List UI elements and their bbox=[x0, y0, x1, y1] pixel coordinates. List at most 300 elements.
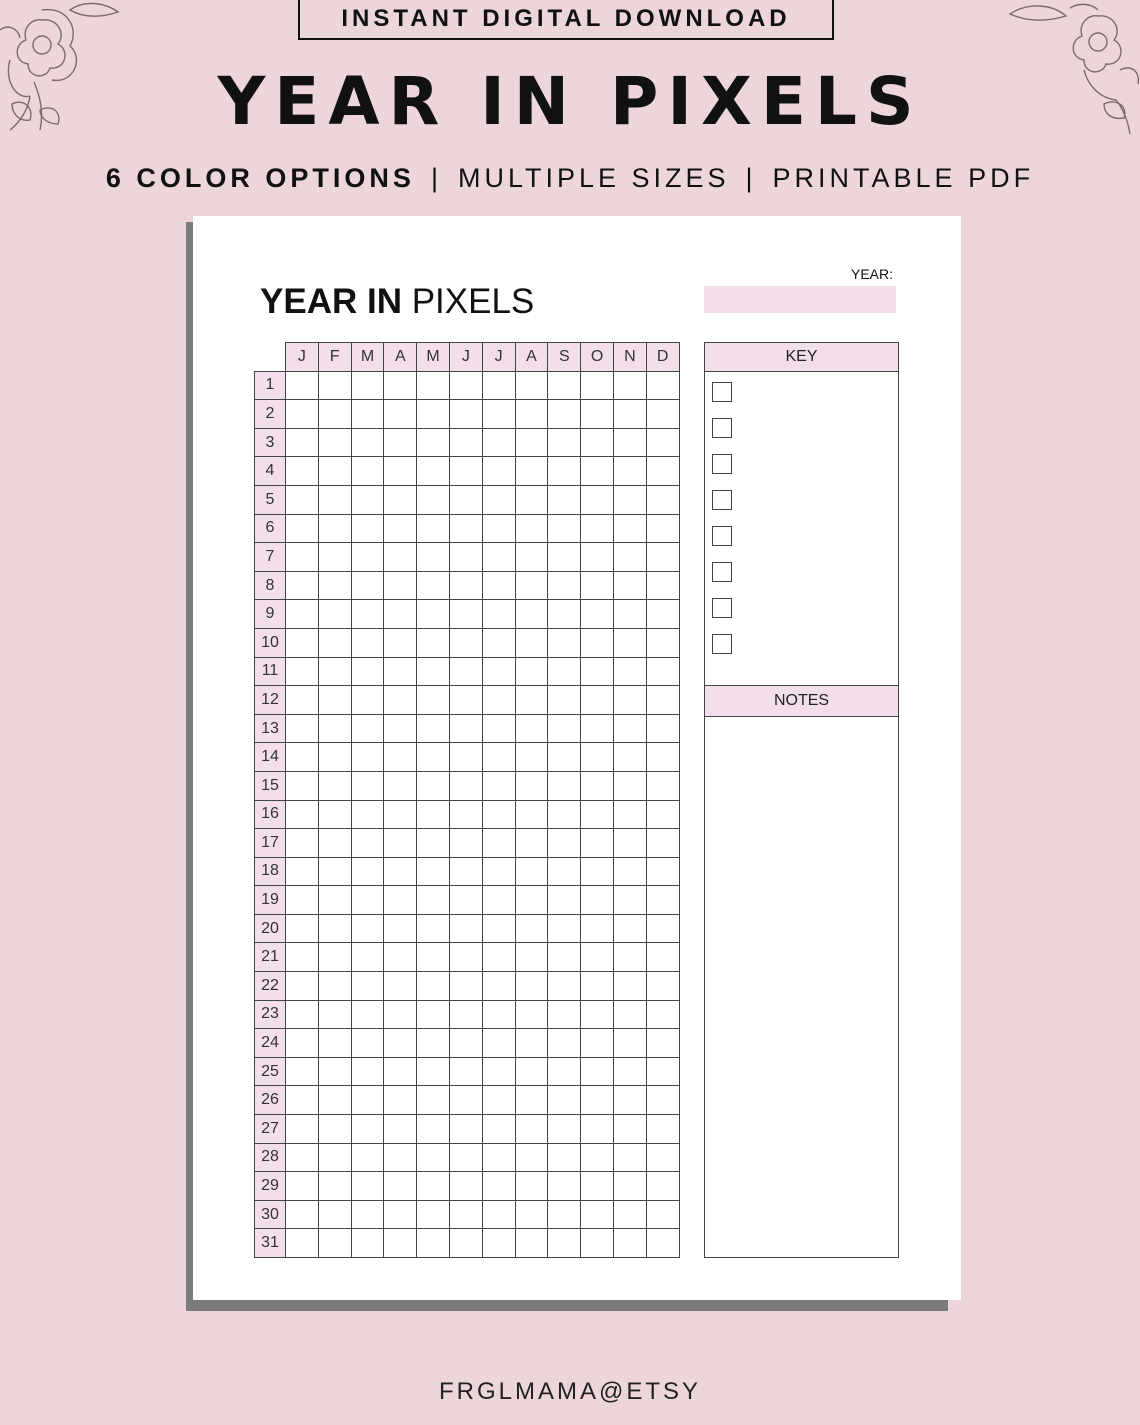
pixel-cell[interactable] bbox=[482, 428, 515, 457]
pixel-cell[interactable] bbox=[548, 743, 581, 772]
pixel-cell[interactable] bbox=[482, 400, 515, 429]
pixel-cell[interactable] bbox=[384, 943, 417, 972]
pixel-cell[interactable] bbox=[449, 943, 482, 972]
pixel-cell[interactable] bbox=[581, 771, 614, 800]
pixel-cell[interactable] bbox=[286, 886, 319, 915]
pixel-cell[interactable] bbox=[384, 600, 417, 629]
pixel-cell[interactable] bbox=[646, 1200, 679, 1229]
pixel-cell[interactable] bbox=[515, 1000, 548, 1029]
pixel-cell[interactable] bbox=[384, 886, 417, 915]
pixel-cell[interactable] bbox=[286, 1086, 319, 1115]
pixel-cell[interactable] bbox=[417, 1229, 450, 1258]
pixel-cell[interactable] bbox=[548, 829, 581, 858]
pixel-cell[interactable] bbox=[482, 914, 515, 943]
pixel-cell[interactable] bbox=[613, 485, 646, 514]
pixel-cell[interactable] bbox=[515, 1086, 548, 1115]
pixel-cell[interactable] bbox=[417, 886, 450, 915]
pixel-cell[interactable] bbox=[351, 714, 384, 743]
pixel-cell[interactable] bbox=[318, 743, 351, 772]
pixel-cell[interactable] bbox=[613, 943, 646, 972]
pixel-cell[interactable] bbox=[581, 543, 614, 572]
pixel-cell[interactable] bbox=[384, 457, 417, 486]
pixel-cell[interactable] bbox=[482, 657, 515, 686]
pixel-cell[interactable] bbox=[581, 371, 614, 400]
pixel-cell[interactable] bbox=[482, 1057, 515, 1086]
pixel-cell[interactable] bbox=[351, 914, 384, 943]
pixel-cell[interactable] bbox=[286, 571, 319, 600]
pixel-cell[interactable] bbox=[417, 800, 450, 829]
pixel-cell[interactable] bbox=[318, 1086, 351, 1115]
key-checkbox[interactable] bbox=[712, 382, 732, 402]
pixel-cell[interactable] bbox=[515, 829, 548, 858]
pixel-cell[interactable] bbox=[581, 400, 614, 429]
pixel-cell[interactable] bbox=[646, 972, 679, 1001]
pixel-cell[interactable] bbox=[482, 771, 515, 800]
pixel-cell[interactable] bbox=[581, 657, 614, 686]
pixel-cell[interactable] bbox=[548, 428, 581, 457]
pixel-cell[interactable] bbox=[417, 457, 450, 486]
pixel-cell[interactable] bbox=[482, 1143, 515, 1172]
pixel-cell[interactable] bbox=[384, 400, 417, 429]
pixel-cell[interactable] bbox=[581, 1057, 614, 1086]
pixel-cell[interactable] bbox=[286, 1229, 319, 1258]
pixel-cell[interactable] bbox=[646, 743, 679, 772]
pixel-cell[interactable] bbox=[449, 400, 482, 429]
pixel-cell[interactable] bbox=[286, 657, 319, 686]
pixel-cell[interactable] bbox=[482, 485, 515, 514]
key-checkbox[interactable] bbox=[712, 490, 732, 510]
pixel-cell[interactable] bbox=[384, 1172, 417, 1201]
pixel-cell[interactable] bbox=[646, 1086, 679, 1115]
pixel-cell[interactable] bbox=[548, 1200, 581, 1229]
pixel-cell[interactable] bbox=[515, 428, 548, 457]
pixel-cell[interactable] bbox=[449, 485, 482, 514]
pixel-cell[interactable] bbox=[351, 1115, 384, 1144]
pixel-cell[interactable] bbox=[286, 943, 319, 972]
pixel-cell[interactable] bbox=[318, 800, 351, 829]
pixel-cell[interactable] bbox=[482, 514, 515, 543]
pixel-cell[interactable] bbox=[318, 771, 351, 800]
pixel-cell[interactable] bbox=[548, 600, 581, 629]
key-checkbox[interactable] bbox=[712, 634, 732, 654]
pixel-cell[interactable] bbox=[482, 886, 515, 915]
pixel-cell[interactable] bbox=[318, 514, 351, 543]
pixel-cell[interactable] bbox=[286, 1000, 319, 1029]
pixel-cell[interactable] bbox=[417, 400, 450, 429]
pixel-cell[interactable] bbox=[318, 886, 351, 915]
pixel-cell[interactable] bbox=[286, 1029, 319, 1058]
pixel-cell[interactable] bbox=[286, 485, 319, 514]
pixel-cell[interactable] bbox=[548, 628, 581, 657]
pixel-cell[interactable] bbox=[613, 400, 646, 429]
key-checkbox[interactable] bbox=[712, 526, 732, 546]
pixel-cell[interactable] bbox=[482, 1172, 515, 1201]
pixel-cell[interactable] bbox=[286, 800, 319, 829]
pixel-cell[interactable] bbox=[482, 600, 515, 629]
pixel-cell[interactable] bbox=[286, 1115, 319, 1144]
pixel-cell[interactable] bbox=[449, 857, 482, 886]
pixel-cell[interactable] bbox=[613, 1172, 646, 1201]
pixel-cell[interactable] bbox=[548, 1000, 581, 1029]
pixel-cell[interactable] bbox=[646, 1229, 679, 1258]
pixel-cell[interactable] bbox=[646, 571, 679, 600]
pixel-cell[interactable] bbox=[318, 1057, 351, 1086]
pixel-cell[interactable] bbox=[581, 1115, 614, 1144]
pixel-cell[interactable] bbox=[515, 1029, 548, 1058]
pixel-cell[interactable] bbox=[286, 1143, 319, 1172]
pixel-cell[interactable] bbox=[482, 743, 515, 772]
pixel-cell[interactable] bbox=[384, 857, 417, 886]
pixel-cell[interactable] bbox=[646, 600, 679, 629]
pixel-cell[interactable] bbox=[515, 943, 548, 972]
pixel-cell[interactable] bbox=[318, 1172, 351, 1201]
pixel-cell[interactable] bbox=[318, 1000, 351, 1029]
pixel-cell[interactable] bbox=[384, 371, 417, 400]
pixel-cell[interactable] bbox=[417, 771, 450, 800]
pixel-cell[interactable] bbox=[449, 714, 482, 743]
pixel-cell[interactable] bbox=[581, 514, 614, 543]
pixel-cell[interactable] bbox=[581, 943, 614, 972]
pixel-cell[interactable] bbox=[384, 800, 417, 829]
pixel-cell[interactable] bbox=[548, 1172, 581, 1201]
pixel-cell[interactable] bbox=[384, 571, 417, 600]
pixel-cell[interactable] bbox=[417, 714, 450, 743]
pixel-cell[interactable] bbox=[417, 1000, 450, 1029]
pixel-cell[interactable] bbox=[548, 485, 581, 514]
pixel-cell[interactable] bbox=[548, 1029, 581, 1058]
pixel-cell[interactable] bbox=[613, 1000, 646, 1029]
pixel-cell[interactable] bbox=[286, 972, 319, 1001]
pixel-cell[interactable] bbox=[482, 829, 515, 858]
pixel-cell[interactable] bbox=[318, 400, 351, 429]
pixel-cell[interactable] bbox=[581, 800, 614, 829]
pixel-cell[interactable] bbox=[646, 1000, 679, 1029]
pixel-cell[interactable] bbox=[646, 857, 679, 886]
pixel-cell[interactable] bbox=[581, 1086, 614, 1115]
pixel-cell[interactable] bbox=[286, 628, 319, 657]
pixel-cell[interactable] bbox=[548, 771, 581, 800]
pixel-cell[interactable] bbox=[515, 743, 548, 772]
pixel-cell[interactable] bbox=[581, 428, 614, 457]
pixel-cell[interactable] bbox=[449, 1057, 482, 1086]
pixel-cell[interactable] bbox=[548, 457, 581, 486]
pixel-cell[interactable] bbox=[318, 686, 351, 715]
pixel-cell[interactable] bbox=[286, 543, 319, 572]
pixel-cell[interactable] bbox=[482, 571, 515, 600]
pixel-cell[interactable] bbox=[515, 1143, 548, 1172]
pixel-cell[interactable] bbox=[384, 628, 417, 657]
pixel-cell[interactable] bbox=[417, 1029, 450, 1058]
pixel-cell[interactable] bbox=[417, 600, 450, 629]
pixel-cell[interactable] bbox=[449, 972, 482, 1001]
pixel-cell[interactable] bbox=[286, 400, 319, 429]
pixel-cell[interactable] bbox=[613, 1086, 646, 1115]
pixel-cell[interactable] bbox=[318, 714, 351, 743]
pixel-cell[interactable] bbox=[417, 972, 450, 1001]
pixel-cell[interactable] bbox=[515, 771, 548, 800]
pixel-cell[interactable] bbox=[417, 1057, 450, 1086]
pixel-cell[interactable] bbox=[482, 1086, 515, 1115]
pixel-cell[interactable] bbox=[581, 829, 614, 858]
pixel-cell[interactable] bbox=[449, 628, 482, 657]
pixel-cell[interactable] bbox=[646, 371, 679, 400]
pixel-cell[interactable] bbox=[318, 657, 351, 686]
pixel-cell[interactable] bbox=[548, 943, 581, 972]
pixel-cell[interactable] bbox=[646, 514, 679, 543]
pixel-cell[interactable] bbox=[318, 943, 351, 972]
pixel-cell[interactable] bbox=[351, 686, 384, 715]
pixel-cell[interactable] bbox=[581, 886, 614, 915]
pixel-cell[interactable] bbox=[646, 400, 679, 429]
pixel-cell[interactable] bbox=[581, 1172, 614, 1201]
pixel-cell[interactable] bbox=[548, 800, 581, 829]
pixel-cell[interactable] bbox=[351, 628, 384, 657]
pixel-cell[interactable] bbox=[449, 1000, 482, 1029]
pixel-cell[interactable] bbox=[449, 1229, 482, 1258]
pixel-cell[interactable] bbox=[646, 829, 679, 858]
pixel-cell[interactable] bbox=[613, 457, 646, 486]
pixel-cell[interactable] bbox=[613, 914, 646, 943]
pixel-cell[interactable] bbox=[449, 428, 482, 457]
pixel-cell[interactable] bbox=[384, 1143, 417, 1172]
pixel-cell[interactable] bbox=[613, 771, 646, 800]
pixel-cell[interactable] bbox=[646, 628, 679, 657]
pixel-cell[interactable] bbox=[482, 972, 515, 1001]
pixel-cell[interactable] bbox=[318, 428, 351, 457]
pixel-cell[interactable] bbox=[417, 914, 450, 943]
pixel-cell[interactable] bbox=[482, 1200, 515, 1229]
pixel-cell[interactable] bbox=[351, 1029, 384, 1058]
pixel-cell[interactable] bbox=[548, 514, 581, 543]
pixel-cell[interactable] bbox=[646, 1172, 679, 1201]
pixel-cell[interactable] bbox=[417, 428, 450, 457]
pixel-cell[interactable] bbox=[581, 485, 614, 514]
pixel-cell[interactable] bbox=[286, 714, 319, 743]
pixel-cell[interactable] bbox=[417, 628, 450, 657]
pixel-cell[interactable] bbox=[318, 571, 351, 600]
pixel-cell[interactable] bbox=[286, 829, 319, 858]
pixel-cell[interactable] bbox=[515, 514, 548, 543]
pixel-cell[interactable] bbox=[613, 543, 646, 572]
pixel-cell[interactable] bbox=[351, 600, 384, 629]
pixel-cell[interactable] bbox=[515, 914, 548, 943]
pixel-cell[interactable] bbox=[646, 886, 679, 915]
pixel-cell[interactable] bbox=[417, 543, 450, 572]
pixel-cell[interactable] bbox=[351, 657, 384, 686]
pixel-cell[interactable] bbox=[384, 514, 417, 543]
pixel-cell[interactable] bbox=[548, 714, 581, 743]
pixel-cell[interactable] bbox=[613, 571, 646, 600]
pixel-cell[interactable] bbox=[482, 800, 515, 829]
pixel-cell[interactable] bbox=[286, 457, 319, 486]
pixel-cell[interactable] bbox=[351, 771, 384, 800]
pixel-cell[interactable] bbox=[286, 743, 319, 772]
pixel-cell[interactable] bbox=[613, 1229, 646, 1258]
pixel-cell[interactable] bbox=[548, 400, 581, 429]
pixel-cell[interactable] bbox=[384, 972, 417, 1001]
pixel-cell[interactable] bbox=[417, 485, 450, 514]
pixel-cell[interactable] bbox=[581, 1143, 614, 1172]
pixel-cell[interactable] bbox=[318, 829, 351, 858]
pixel-cell[interactable] bbox=[351, 972, 384, 1001]
pixel-cell[interactable] bbox=[318, 457, 351, 486]
pixel-cell[interactable] bbox=[515, 657, 548, 686]
pixel-cell[interactable] bbox=[449, 543, 482, 572]
pixel-cell[interactable] bbox=[417, 829, 450, 858]
pixel-cell[interactable] bbox=[548, 657, 581, 686]
pixel-cell[interactable] bbox=[286, 857, 319, 886]
pixel-cell[interactable] bbox=[417, 1086, 450, 1115]
pixel-cell[interactable] bbox=[286, 600, 319, 629]
pixel-cell[interactable] bbox=[613, 800, 646, 829]
pixel-cell[interactable] bbox=[613, 829, 646, 858]
pixel-cell[interactable] bbox=[286, 514, 319, 543]
pixel-cell[interactable] bbox=[613, 1029, 646, 1058]
pixel-cell[interactable] bbox=[515, 628, 548, 657]
pixel-cell[interactable] bbox=[351, 457, 384, 486]
pixel-cell[interactable] bbox=[548, 1143, 581, 1172]
pixel-cell[interactable] bbox=[548, 571, 581, 600]
pixel-cell[interactable] bbox=[581, 1000, 614, 1029]
pixel-cell[interactable] bbox=[351, 485, 384, 514]
pixel-cell[interactable] bbox=[646, 771, 679, 800]
pixel-cell[interactable] bbox=[449, 686, 482, 715]
pixel-cell[interactable] bbox=[449, 1029, 482, 1058]
pixel-cell[interactable] bbox=[318, 485, 351, 514]
pixel-cell[interactable] bbox=[384, 1229, 417, 1258]
pixel-cell[interactable] bbox=[581, 743, 614, 772]
pixel-cell[interactable] bbox=[548, 857, 581, 886]
pixel-cell[interactable] bbox=[646, 800, 679, 829]
pixel-cell[interactable] bbox=[286, 771, 319, 800]
pixel-cell[interactable] bbox=[482, 714, 515, 743]
pixel-cell[interactable] bbox=[417, 1115, 450, 1144]
pixel-cell[interactable] bbox=[515, 571, 548, 600]
pixel-cell[interactable] bbox=[351, 857, 384, 886]
pixel-cell[interactable] bbox=[548, 371, 581, 400]
pixel-cell[interactable] bbox=[613, 600, 646, 629]
pixel-cell[interactable] bbox=[581, 686, 614, 715]
pixel-cell[interactable] bbox=[384, 1029, 417, 1058]
pixel-cell[interactable] bbox=[318, 857, 351, 886]
pixel-cell[interactable] bbox=[449, 1086, 482, 1115]
pixel-cell[interactable] bbox=[318, 1200, 351, 1229]
pixel-cell[interactable] bbox=[613, 972, 646, 1001]
pixel-cell[interactable] bbox=[581, 972, 614, 1001]
pixel-cell[interactable] bbox=[548, 1115, 581, 1144]
pixel-cell[interactable] bbox=[449, 743, 482, 772]
pixel-cell[interactable] bbox=[548, 1086, 581, 1115]
pixel-cell[interactable] bbox=[351, 571, 384, 600]
pixel-cell[interactable] bbox=[548, 886, 581, 915]
pixel-cell[interactable] bbox=[351, 743, 384, 772]
pixel-cell[interactable] bbox=[646, 457, 679, 486]
pixel-cell[interactable] bbox=[384, 1057, 417, 1086]
pixel-cell[interactable] bbox=[286, 1057, 319, 1086]
pixel-cell[interactable] bbox=[482, 1115, 515, 1144]
pixel-cell[interactable] bbox=[286, 686, 319, 715]
pixel-cell[interactable] bbox=[449, 600, 482, 629]
pixel-cell[interactable] bbox=[286, 1172, 319, 1201]
pixel-cell[interactable] bbox=[351, 371, 384, 400]
pixel-cell[interactable] bbox=[384, 1000, 417, 1029]
pixel-cell[interactable] bbox=[286, 428, 319, 457]
pixel-cell[interactable] bbox=[548, 686, 581, 715]
pixel-cell[interactable] bbox=[417, 1200, 450, 1229]
pixel-cell[interactable] bbox=[417, 943, 450, 972]
pixel-cell[interactable] bbox=[384, 1086, 417, 1115]
pixel-cell[interactable] bbox=[482, 1000, 515, 1029]
pixel-cell[interactable] bbox=[318, 628, 351, 657]
pixel-cell[interactable] bbox=[613, 657, 646, 686]
pixel-cell[interactable] bbox=[613, 371, 646, 400]
pixel-cell[interactable] bbox=[482, 943, 515, 972]
pixel-cell[interactable] bbox=[581, 1229, 614, 1258]
pixel-cell[interactable] bbox=[515, 857, 548, 886]
pixel-cell[interactable] bbox=[417, 371, 450, 400]
pixel-cell[interactable] bbox=[515, 400, 548, 429]
pixel-cell[interactable] bbox=[286, 371, 319, 400]
pixel-cell[interactable] bbox=[482, 1229, 515, 1258]
pixel-cell[interactable] bbox=[318, 600, 351, 629]
pixel-cell[interactable] bbox=[581, 628, 614, 657]
pixel-cell[interactable] bbox=[613, 1057, 646, 1086]
pixel-cell[interactable] bbox=[515, 886, 548, 915]
pixel-cell[interactable] bbox=[613, 514, 646, 543]
pixel-cell[interactable] bbox=[318, 1143, 351, 1172]
pixel-cell[interactable] bbox=[449, 1115, 482, 1144]
pixel-cell[interactable] bbox=[581, 857, 614, 886]
pixel-cell[interactable] bbox=[515, 1172, 548, 1201]
pixel-cell[interactable] bbox=[351, 1229, 384, 1258]
pixel-cell[interactable] bbox=[351, 428, 384, 457]
pixel-cell[interactable] bbox=[417, 657, 450, 686]
pixel-cell[interactable] bbox=[515, 686, 548, 715]
pixel-cell[interactable] bbox=[581, 1029, 614, 1058]
pixel-cell[interactable] bbox=[515, 1200, 548, 1229]
pixel-cell[interactable] bbox=[351, 943, 384, 972]
pixel-cell[interactable] bbox=[384, 914, 417, 943]
pixel-cell[interactable] bbox=[613, 1115, 646, 1144]
pixel-cell[interactable] bbox=[318, 543, 351, 572]
pixel-cell[interactable] bbox=[646, 1029, 679, 1058]
pixel-cell[interactable] bbox=[351, 1000, 384, 1029]
pixel-cell[interactable] bbox=[449, 771, 482, 800]
pixel-cell[interactable] bbox=[417, 686, 450, 715]
pixel-cell[interactable] bbox=[613, 857, 646, 886]
pixel-cell[interactable] bbox=[515, 371, 548, 400]
pixel-cell[interactable] bbox=[482, 628, 515, 657]
pixel-cell[interactable] bbox=[384, 1200, 417, 1229]
pixel-cell[interactable] bbox=[581, 714, 614, 743]
pixel-cell[interactable] bbox=[613, 686, 646, 715]
pixel-cell[interactable] bbox=[449, 514, 482, 543]
pixel-cell[interactable] bbox=[581, 914, 614, 943]
pixel-cell[interactable] bbox=[515, 1229, 548, 1258]
key-checkbox[interactable] bbox=[712, 454, 732, 474]
pixel-cell[interactable] bbox=[646, 428, 679, 457]
pixel-cell[interactable] bbox=[515, 543, 548, 572]
pixel-cell[interactable] bbox=[515, 800, 548, 829]
pixel-cell[interactable] bbox=[548, 914, 581, 943]
pixel-cell[interactable] bbox=[318, 1229, 351, 1258]
pixel-cell[interactable] bbox=[449, 829, 482, 858]
pixel-cell[interactable] bbox=[351, 400, 384, 429]
pixel-cell[interactable] bbox=[646, 686, 679, 715]
pixel-cell[interactable] bbox=[581, 1200, 614, 1229]
pixel-cell[interactable] bbox=[482, 686, 515, 715]
notes-area[interactable] bbox=[705, 717, 898, 1257]
